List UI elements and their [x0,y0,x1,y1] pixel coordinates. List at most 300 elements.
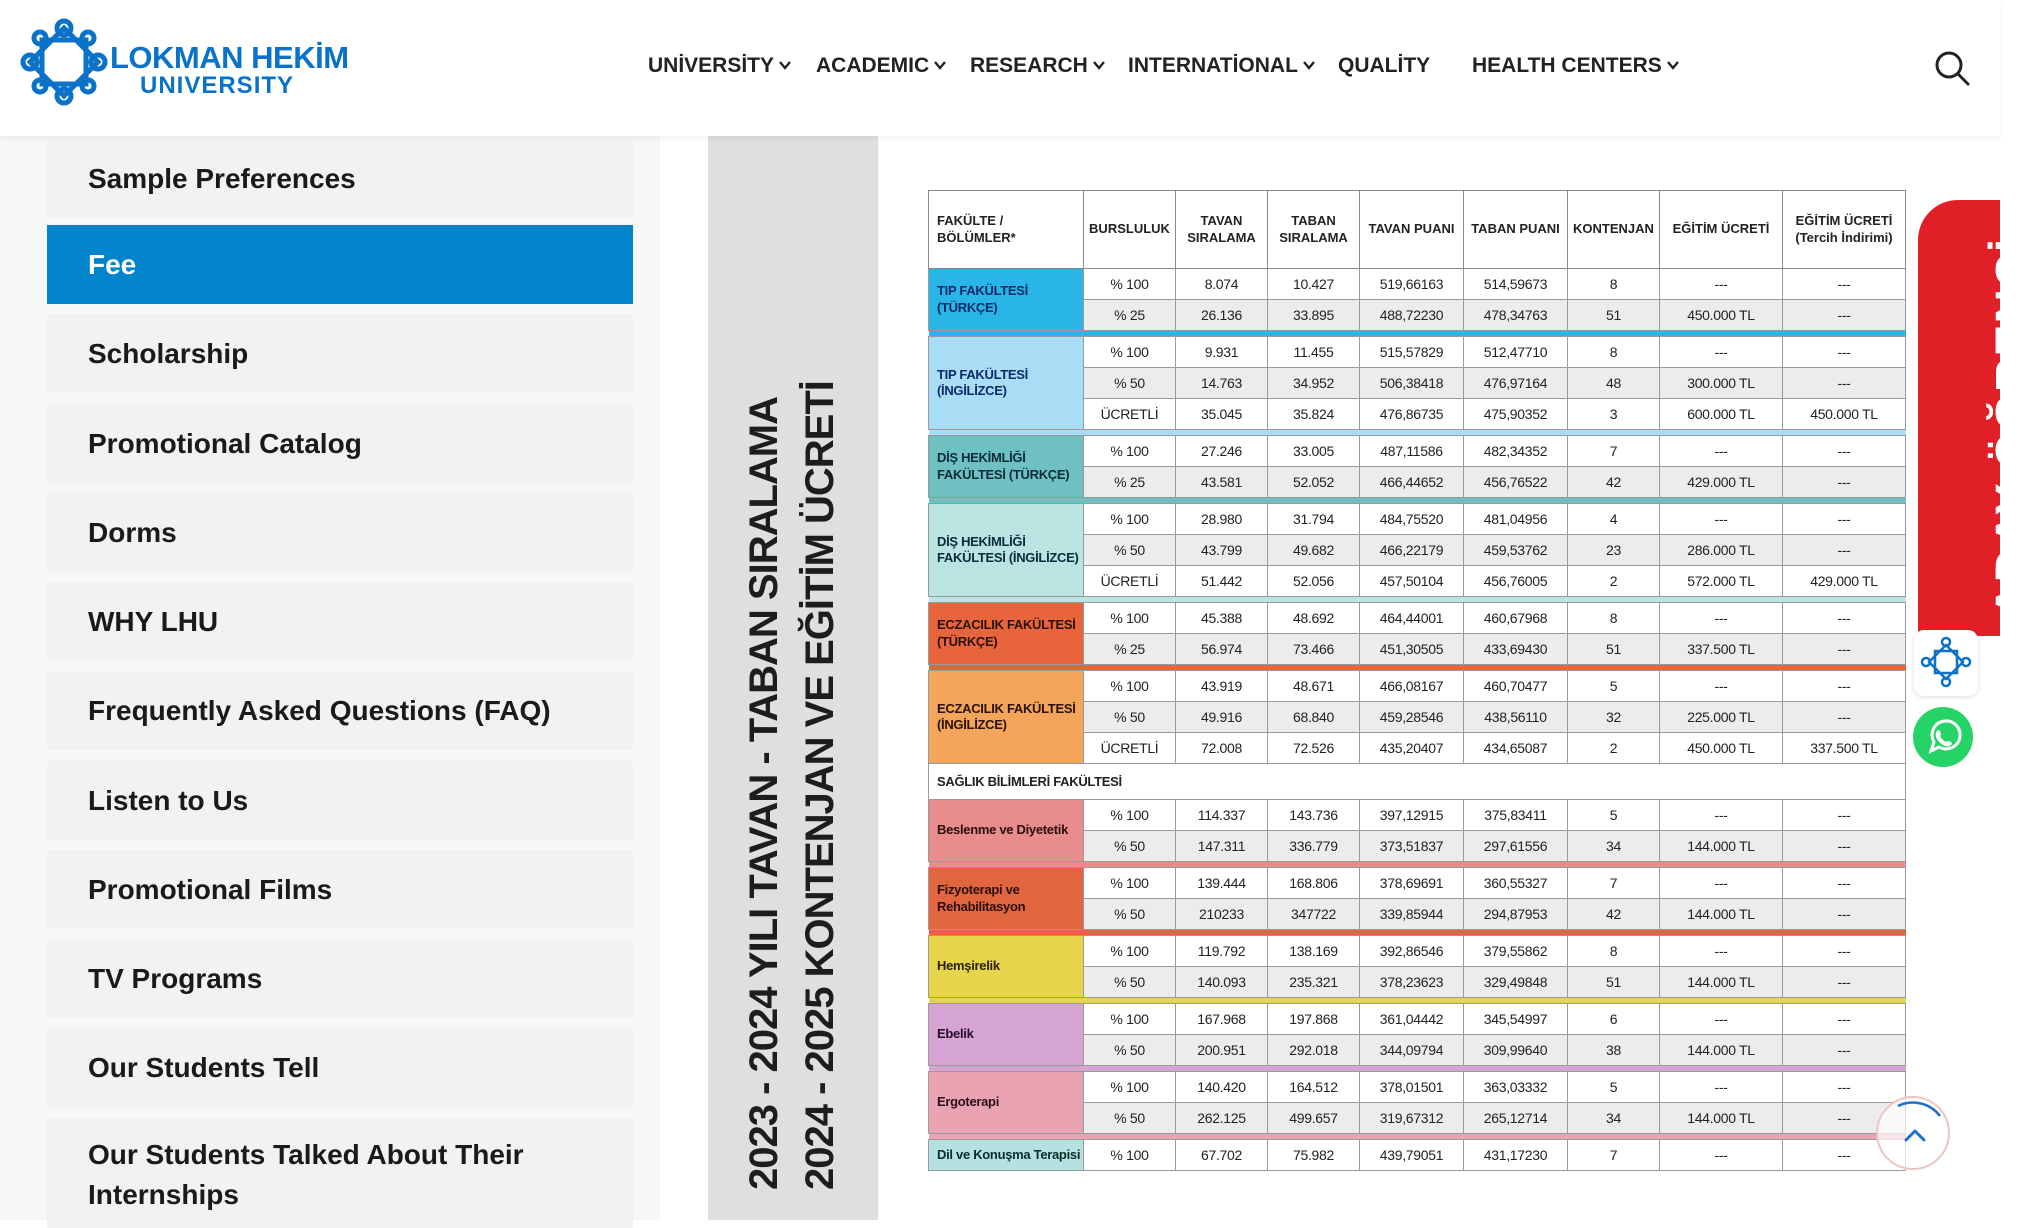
table-cell: % 100 [1084,800,1176,831]
table-cell: 363,03332 [1464,1072,1568,1103]
faculty-name-cell: DİŞ HEKİMLİĞİ FAKÜLTESİ (TÜRKÇE) [929,436,1084,498]
table-cell: 476,97164 [1464,368,1568,399]
faculty-name-cell: Hemşirelik [929,936,1084,998]
table-cell: 456,76522 [1464,467,1568,498]
table-cell: 319,67312 [1360,1103,1464,1134]
table-cell: --- [1660,504,1783,535]
table-cell: 466,22179 [1360,535,1464,566]
table-cell: % 100 [1084,1072,1176,1103]
poster-title-line2: 2024 - 2025 KONTENJAN VE EĞİTİM ÜCRETİ [798,381,842,1190]
chevron-down-icon [778,54,792,78]
table-cell: --- [1783,702,1906,733]
table-cell: 51.442 [1176,566,1268,597]
table-cell: 329,49848 [1464,967,1568,998]
table-cell: 49.682 [1268,535,1360,566]
table-cell: 8 [1568,337,1660,368]
faculty-name-cell: TIP FAKÜLTESİ (İNGİLİZCE) [929,337,1084,430]
table-cell: % 50 [1084,1035,1176,1066]
column-header: EĞİTİM ÜCRETİ [1660,191,1783,269]
table-cell: --- [1660,436,1783,467]
chevron-down-icon [1666,54,1680,78]
table-cell: 119.792 [1176,936,1268,967]
table-cell: 262.125 [1176,1103,1268,1134]
table-cell: 429.000 TL [1783,566,1906,597]
table-cell: % 100 [1084,603,1176,634]
table-cell: 433,69430 [1464,634,1568,665]
table-cell: 7 [1568,1140,1660,1171]
table-cell: 459,53762 [1464,535,1568,566]
table-cell: 336.779 [1268,831,1360,862]
table-cell: 75.982 [1268,1140,1360,1171]
table-cell: % 100 [1084,269,1176,300]
table-cell: --- [1783,368,1906,399]
table-cell: 434,65087 [1464,733,1568,764]
table-cell: 2 [1568,566,1660,597]
table-cell: 225.000 TL [1660,702,1783,733]
sidebar-item-listen-to-us[interactable] [47,761,633,840]
nav-item-label: ACADEMIC [816,54,930,77]
table-cell: --- [1783,967,1906,998]
table-row [929,436,1906,467]
table-cell: 361,04442 [1360,1004,1464,1035]
table-cell: % 100 [1084,671,1176,702]
table-cell: 466,44652 [1360,467,1464,498]
table-cell: 72.008 [1176,733,1268,764]
sidebar-item-label: Fee [88,248,137,280]
table-cell: --- [1783,671,1906,702]
table-cell: 73.466 [1268,634,1360,665]
faculty-name-cell: DİŞ HEKİMLİĞİ FAKÜLTESİ (İNGİLİZCE) [929,504,1084,597]
table-row [929,1004,1906,1035]
table-cell: % 50 [1084,702,1176,733]
table-cell: 10.427 [1268,269,1360,300]
table-cell: 7 [1568,436,1660,467]
table-cell: 4 [1568,504,1660,535]
table-cell: % 50 [1084,967,1176,998]
table-cell: 52.052 [1268,467,1360,498]
table-cell: 429.000 TL [1660,467,1783,498]
sidebar-item-why-lhu[interactable] [47,582,633,661]
table-cell: --- [1783,504,1906,535]
table-cell: 450.000 TL [1783,399,1906,430]
table-cell: 3 [1568,399,1660,430]
table-cell: 14.763 [1176,368,1268,399]
whatsapp-icon[interactable] [1910,704,1976,770]
table-cell: --- [1783,337,1906,368]
table-cell: 43.799 [1176,535,1268,566]
table-body [929,269,1906,1171]
section-row [929,764,1906,800]
table-cell: 33.895 [1268,300,1360,331]
table-cell: 515,57829 [1360,337,1464,368]
table-cell: 138.169 [1268,936,1360,967]
table-cell: 297,61556 [1464,831,1568,862]
table-cell: ÜCRETLİ [1084,399,1176,430]
nav-item-label: QUALİTY [1338,54,1431,77]
table-cell: 392,86546 [1360,936,1464,967]
table-row [929,671,1906,702]
logo-emblem-icon [20,18,108,106]
logo-name: LOKMAN HEKİM [110,40,349,75]
table-cell: --- [1660,269,1783,300]
table-cell: % 50 [1084,368,1176,399]
chevron-down-icon [1302,54,1316,78]
table-cell: 478,34763 [1464,300,1568,331]
table-cell: --- [1660,337,1783,368]
table-cell: 482,34352 [1464,436,1568,467]
table-cell: 144.000 TL [1660,1035,1783,1066]
table-cell: 34 [1568,1103,1660,1134]
column-header: KONTENJAN [1568,191,1660,269]
section-label: SAĞLIK BİLİMLERİ FAKÜLTESİ [929,764,1906,800]
table-cell: 49.916 [1176,702,1268,733]
table-cell: 519,66163 [1360,269,1464,300]
table-row [929,337,1906,368]
table-cell: 139.444 [1176,868,1268,899]
table-cell: 294,87953 [1464,899,1568,930]
faculty-name-cell: TIP FAKÜLTESİ (TÜRKÇE) [929,269,1084,331]
table-cell: --- [1783,1103,1906,1134]
table-cell: % 100 [1084,504,1176,535]
table-cell: --- [1783,634,1906,665]
sidebar-item-our-students-talked-about-their-internships[interactable] [47,1118,633,1228]
table-cell: --- [1783,1035,1906,1066]
table-cell: --- [1660,671,1783,702]
table-cell: 114.337 [1176,800,1268,831]
table-cell: 9.931 [1176,337,1268,368]
table-cell: --- [1783,1140,1906,1171]
table-cell: 466,08167 [1360,671,1464,702]
table-cell: % 25 [1084,467,1176,498]
table-cell: 140.420 [1176,1072,1268,1103]
table-cell: 6 [1568,1004,1660,1035]
table-cell: 2 [1568,733,1660,764]
table-cell: 514,59673 [1464,269,1568,300]
table-cell: --- [1783,899,1906,930]
table-cell: --- [1660,868,1783,899]
table-cell: 5 [1568,1072,1660,1103]
table-cell: 5 [1568,671,1660,702]
sidebar-item-label: Promotional Films [88,873,333,905]
table-cell: % 50 [1084,899,1176,930]
sidebar-item-label: Promotional Catalog [88,427,362,459]
site-header [0,0,2000,136]
table-cell: 7 [1568,868,1660,899]
table-cell: 11.455 [1268,337,1360,368]
nav-item-label: UNİVERSİTY [648,54,775,77]
sidebar-item-dorms[interactable] [47,493,633,572]
table-cell: 35.824 [1268,399,1360,430]
table-cell: 43.581 [1176,467,1268,498]
table-cell: --- [1783,800,1906,831]
table-cell: 143.736 [1268,800,1360,831]
column-header: TABAN PUANI [1464,191,1568,269]
table-cell: 397,12915 [1360,800,1464,831]
table-cell: % 100 [1084,1004,1176,1035]
table-cell: 506,38418 [1360,368,1464,399]
table-cell: 347722 [1268,899,1360,930]
table-cell: 378,01501 [1360,1072,1464,1103]
column-header: TAVAN PUANI [1360,191,1464,269]
column-header: FAKÜLTE / BÖLÜMLER* [929,191,1084,269]
faculty-name-cell: ECZACILIK FAKÜLTESİ (İNGİLİZCE) [929,671,1084,764]
table-cell: --- [1783,535,1906,566]
table-cell: 31.794 [1268,504,1360,535]
faculty-name-cell: Dil ve Konuşma Terapisi [929,1140,1084,1171]
table-cell: 439,79051 [1360,1140,1464,1171]
faculty-name-cell: Ergoterapi [929,1072,1084,1134]
table-cell: 147.311 [1176,831,1268,862]
sidebar-item-label: Dorms [88,516,177,548]
sidebar-item-label: Listen to Us [88,784,249,816]
table-cell: 378,69691 [1360,868,1464,899]
table-cell: 8 [1568,269,1660,300]
table-cell: 499.657 [1268,1103,1360,1134]
table-cell: --- [1660,1140,1783,1171]
table-cell: 200.951 [1176,1035,1268,1066]
table-cell: --- [1660,603,1783,634]
table-cell: 51 [1568,967,1660,998]
table-row [929,936,1906,967]
table-cell: 337.500 TL [1783,733,1906,764]
table-cell: 144.000 TL [1660,1103,1783,1134]
table-cell: 34.952 [1268,368,1360,399]
nav-item-label: RESEARCH [970,54,1088,77]
nav-item-quali-ty[interactable] [1338,50,1430,82]
table-cell: 286.000 TL [1660,535,1783,566]
table-cell: % 100 [1084,868,1176,899]
table-cell: 26.136 [1176,300,1268,331]
sidebar-item-label: Our Students Talked About Their Internships [88,1139,524,1210]
nav-item-label: INTERNATİONAL [1128,54,1298,77]
chevron-up-icon [1878,1098,1952,1172]
table-cell: 34 [1568,831,1660,862]
table-cell: % 100 [1084,337,1176,368]
table-cell: --- [1783,269,1906,300]
table-cell: 48 [1568,368,1660,399]
table-cell: % 100 [1084,1140,1176,1171]
table-cell: 48.671 [1268,671,1360,702]
sidebar-item-frequently-asked-questions-faq[interactable] [47,671,633,750]
table-cell: % 50 [1084,831,1176,862]
table-cell: 438,56110 [1464,702,1568,733]
table-row [929,1072,1906,1103]
table-cell: --- [1783,831,1906,862]
mini-logo-icon[interactable] [1914,630,1978,696]
chevron-down-icon [933,54,947,78]
table-cell: 167.968 [1176,1004,1268,1035]
sidebar-item-label: Sample Preferences [88,163,356,194]
sidebar-item-scholarship[interactable] [47,314,633,393]
table-cell: 487,11586 [1360,436,1464,467]
table-cell: 451,30505 [1360,634,1464,665]
table-row [929,269,1906,300]
table-cell: % 100 [1084,436,1176,467]
table-cell: --- [1783,1004,1906,1035]
nav-item-academic[interactable] [816,50,947,82]
sidebar-item-label: TV Programs [88,962,263,994]
table-cell: 375,83411 [1464,800,1568,831]
table-cell: % 50 [1084,1103,1176,1134]
table-cell: 460,70477 [1464,671,1568,702]
table-cell: 339,85944 [1360,899,1464,930]
table-cell: % 50 [1084,535,1176,566]
table-cell: 345,54997 [1464,1004,1568,1035]
table-cell: 45.388 [1176,603,1268,634]
table-cell: 378,23623 [1360,967,1464,998]
table-cell: 51 [1568,300,1660,331]
sidebar-item-label: WHY LHU [88,605,219,637]
table-cell: 67.702 [1176,1140,1268,1171]
faculty-name-cell: Beslenme ve Diyetetik [929,800,1084,862]
table-cell: % 25 [1084,634,1176,665]
sidebar [0,136,660,1220]
table-cell: 344,09794 [1360,1035,1464,1066]
table-cell: --- [1783,868,1906,899]
table-cell: 144.000 TL [1660,899,1783,930]
table-cell: % 25 [1084,300,1176,331]
sidebar-item-label: Our Students Tell [88,1051,320,1083]
sidebar-item-label: Scholarship [88,337,249,369]
nav-item-research[interactable] [970,50,1106,82]
table-cell: 435,20407 [1360,733,1464,764]
table-cell: 512,47710 [1464,337,1568,368]
table-cell: 51 [1568,634,1660,665]
table-cell: 72.526 [1268,733,1360,764]
table-cell: 168.806 [1268,868,1360,899]
table-cell: 32 [1568,702,1660,733]
sidebar-item-tv-programs[interactable] [47,939,633,1018]
table-header-row [929,191,1906,269]
table-cell: 300.000 TL [1660,368,1783,399]
nav-item-health-centers[interactable] [1472,50,1680,82]
fee-table [928,190,1906,1171]
table-cell: 144.000 TL [1660,831,1783,862]
table-cell: 488,72230 [1360,300,1464,331]
sidebar-item-fee[interactable] [47,225,633,304]
table-cell: ÜCRETLİ [1084,566,1176,597]
table-cell: 23 [1568,535,1660,566]
table-cell: 8 [1568,936,1660,967]
table-cell: --- [1783,936,1906,967]
table-cell: 197.868 [1268,1004,1360,1035]
table-cell: 450.000 TL [1660,733,1783,764]
table-cell: --- [1783,467,1906,498]
sidebar-item-label: Frequently Asked Questions (FAQ) [88,694,551,726]
search-icon[interactable] [1934,50,1970,86]
table-cell: 484,75520 [1360,504,1464,535]
table-cell: 43.919 [1176,671,1268,702]
sidebar-item-promotional-catalog[interactable] [47,404,633,483]
table-cell: 48.692 [1268,603,1360,634]
table-cell: 140.093 [1176,967,1268,998]
table-row [929,868,1906,899]
column-header: EĞİTİM ÜCRETİ (Tercih İndirimi) [1783,191,1906,269]
nav-item-label: HEALTH CENTERS [1472,54,1662,77]
table-cell: --- [1783,603,1906,634]
table-cell: 5 [1568,800,1660,831]
table-cell: 164.512 [1268,1072,1360,1103]
table-cell: 475,90352 [1464,399,1568,430]
table-cell: --- [1783,300,1906,331]
table-cell: 38 [1568,1035,1660,1066]
table-cell: 28.980 [1176,504,1268,535]
table-cell: 450.000 TL [1660,300,1783,331]
table-cell: 460,67968 [1464,603,1568,634]
table-cell: 56.974 [1176,634,1268,665]
university-logo[interactable] [20,18,350,108]
table-cell: 68.840 [1268,702,1360,733]
faculty-name-cell: ECZACILIK FAKÜLTESİ (TÜRKÇE) [929,603,1084,665]
table-cell: 373,51837 [1360,831,1464,862]
table-cell: 144.000 TL [1660,967,1783,998]
table-row [929,800,1906,831]
table-cell: 481,04956 [1464,504,1568,535]
sidebar-item-sample-preferences[interactable] [47,140,633,218]
table-cell: 42 [1568,899,1660,930]
table-row [929,603,1906,634]
table-cell: ÜCRETLİ [1084,733,1176,764]
chevron-down-icon [1092,54,1106,78]
table-cell: 265,12714 [1464,1103,1568,1134]
table-cell: 8.074 [1176,269,1268,300]
table-cell: % 100 [1084,936,1176,967]
table-cell: 379,55862 [1464,936,1568,967]
sidebar-item-promotional-films[interactable] [47,850,633,929]
table-cell: --- [1660,936,1783,967]
table-cell: 35.045 [1176,399,1268,430]
table-cell: --- [1783,1072,1906,1103]
column-header: BURSLULUK [1084,191,1176,269]
poster-title [742,381,862,1190]
poster-title-line1: 2023 - 2024 YILI TAVAN - TABAN SIRALAMA [742,397,786,1190]
table-cell: --- [1660,800,1783,831]
table-cell: 457,50104 [1360,566,1464,597]
scroll-to-top-button[interactable] [1876,1096,1950,1170]
table-cell: 33.005 [1268,436,1360,467]
table-cell: --- [1783,436,1906,467]
table-cell: 600.000 TL [1660,399,1783,430]
table-row [929,1140,1906,1171]
table-cell: 292.018 [1268,1035,1360,1066]
table-row [929,504,1906,535]
table-cell: 360,55327 [1464,868,1568,899]
table-cell: 459,28546 [1360,702,1464,733]
table-cell: --- [1660,1004,1783,1035]
table-cell: 464,44001 [1360,603,1464,634]
table-cell: 309,99640 [1464,1035,1568,1066]
table-cell: --- [1660,1072,1783,1103]
table-cell: 476,86735 [1360,399,1464,430]
aday-ogrenci-tab[interactable] [1918,200,2040,636]
column-header: TAVAN SIRALAMA [1176,191,1268,269]
column-header: TABAN SIRALAMA [1268,191,1360,269]
sidebar-item-our-students-tell[interactable] [47,1028,633,1107]
faculty-name-cell: Ebelik [929,1004,1084,1066]
table-cell: 572.000 TL [1660,566,1783,597]
nav-item-uni-versi-ty[interactable] [648,50,792,82]
table-cell: 431,17230 [1464,1140,1568,1171]
faculty-name-cell: Fizyoterapi ve Rehabilitasyon [929,868,1084,930]
table-cell: 235.321 [1268,967,1360,998]
fee-poster [660,136,2000,1220]
logo-subtitle: UNIVERSITY [140,72,295,99]
table-cell: 337.500 TL [1660,634,1783,665]
nav-item-internati-onal[interactable] [1128,50,1316,82]
table-cell: 456,76005 [1464,566,1568,597]
table-cell: 27.246 [1176,436,1268,467]
table-cell: 210233 [1176,899,1268,930]
